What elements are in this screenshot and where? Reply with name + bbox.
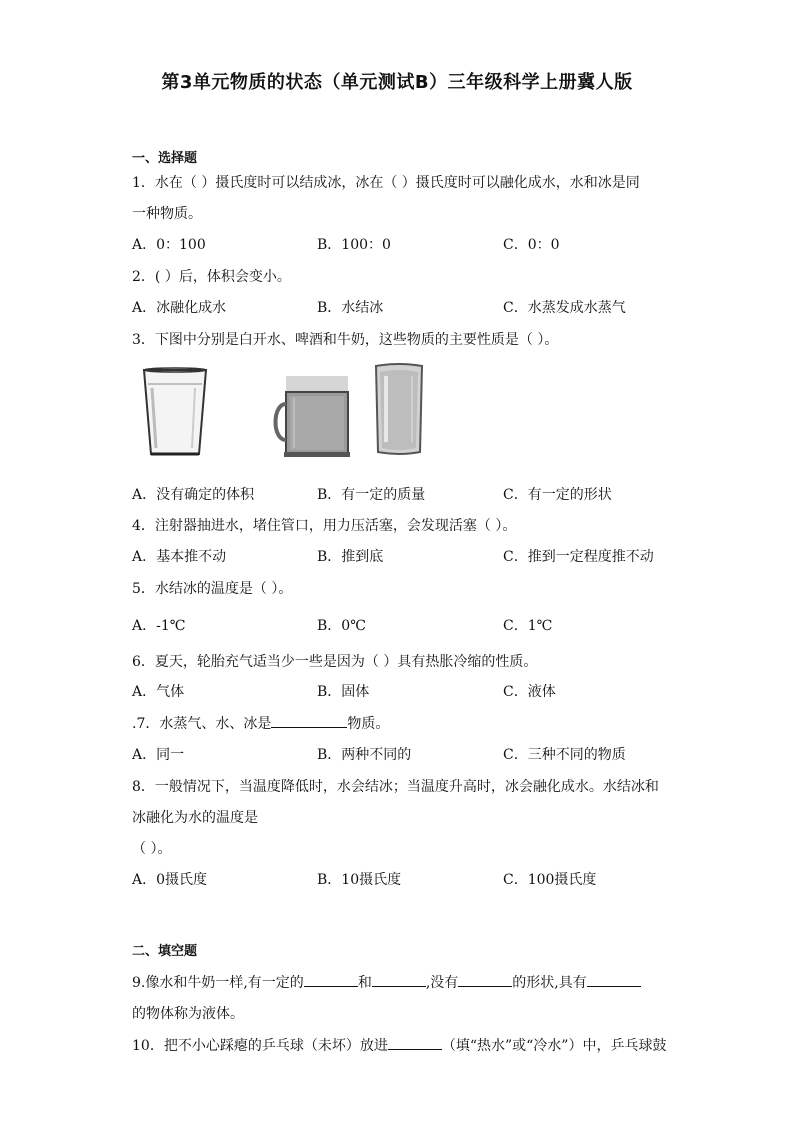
question-7-blank[interactable] [271,713,347,728]
question-9-part3: ,没有 [425,975,459,991]
question-8-option-b[interactable]: B．10摄氏度 [317,872,402,888]
question-8-text: 8．一般情况下，当温度降低时，水会结冰；当温度升高时，冰会融化成水。水结冰和 [132,779,659,795]
question-4-option-a[interactable]: A．基本推不动 [132,549,227,565]
section-heading-choice: 一、选择题 [132,151,198,166]
question-9-blank-1[interactable] [304,972,358,987]
question-8-option-a[interactable]: A．0摄氏度 [132,872,208,888]
question-9-text-cont: 的物体称为液体。 [132,1006,244,1022]
question-2-text: 2．( ）后，体积会变小。 [132,269,291,285]
question-9-part4: 的形状,具有 [512,975,587,991]
milk-glass-icon [372,362,426,458]
question-7-option-c[interactable]: C．三种不同的物质 [503,747,626,763]
question-8-text-cont: 冰融化为水的温度是 [132,810,258,826]
question-4-option-b[interactable]: B．推到底 [317,549,384,565]
question-7-text [132,713,389,733]
question-7-text-after: 物质。 [347,716,390,732]
question-8-text-end: （ ）。 [132,841,172,857]
question-2-option-b[interactable]: B．水结冰 [317,300,384,316]
page-title: 第3单元物质的状态（单元测试B）三年级科学上册冀人版 [161,72,633,93]
question-9-text [132,972,641,992]
question-1-option-a[interactable]: A．0：100 [132,237,206,253]
question-5-text: 5．水结冰的温度是（ ）。 [132,581,293,597]
question-1-option-c[interactable]: C．0：0 [503,237,560,253]
question-10-part2: （填“热水”或“冷水”）中，乒乓球鼓 [441,1038,667,1054]
question-1-option-b[interactable]: B．100：0 [317,237,391,253]
question-3-option-b[interactable]: B．有一定的质量 [317,487,426,503]
question-5-option-b[interactable]: B．0℃ [317,618,366,634]
question-9-blank-4[interactable] [587,972,641,987]
question-6-option-b[interactable]: B．固体 [317,684,370,700]
question-10-text [132,1035,666,1055]
question-7-text-before: .7．水蒸气、水、冰是 [132,716,272,732]
question-4-text: 4．注射器抽进水，堵住管口，用力压活塞，会发现活塞（ ）。 [132,518,517,534]
question-9-part1: 9.像水和牛奶一样,有一定的 [132,975,304,991]
question-2-option-a[interactable]: A．冰融化成水 [132,300,227,316]
question-3-option-a[interactable]: A．没有确定的体积 [132,487,255,503]
question-6-option-c[interactable]: C．液体 [503,684,556,700]
question-6-text: 6．夏天，轮胎充气适当少一些是因为（ ）具有热胀冷缩的性质。 [132,654,538,670]
question-4-option-c[interactable]: C．推到一定程度推不动 [503,549,654,565]
question-9-blank-3[interactable] [458,972,512,987]
question-1-text: 1．水在（ ）摄氏度时可以结成冰，冰在（ ）摄氏度时可以融化成水，水和冰是同 [132,175,640,191]
question-10-blank[interactable] [388,1035,442,1050]
question-9-blank-2[interactable] [372,972,426,987]
section-heading-fill: 二、填空题 [132,944,198,959]
question-7-option-b[interactable]: B．两种不同的 [317,747,412,763]
question-7-option-a[interactable]: A．同一 [132,747,185,763]
water-glass-icon [140,366,210,458]
question-5-option-a[interactable]: A．-1℃ [132,618,186,634]
beer-mug-icon [268,374,364,458]
question-10-part1: 10．把不小心踩瘪的乒乓球（未坏）放进 [132,1038,388,1054]
question-6-option-a[interactable]: A．气体 [132,684,185,700]
question-5-option-c[interactable]: C．1℃ [503,618,553,634]
question-2-option-c[interactable]: C．水蒸发成水蒸气 [503,300,626,316]
question-8-option-c[interactable]: C．100摄氏度 [503,872,597,888]
question-9-part2: 和 [357,975,372,991]
question-3-option-c[interactable]: C．有一定的形状 [503,487,612,503]
question-3-text: 3．下图中分别是白开水、啤酒和牛奶，这些物质的主要性质是（ ）。 [132,332,559,348]
question-1-text-cont: 一种物质。 [132,206,202,222]
question-3-figure [132,362,432,462]
